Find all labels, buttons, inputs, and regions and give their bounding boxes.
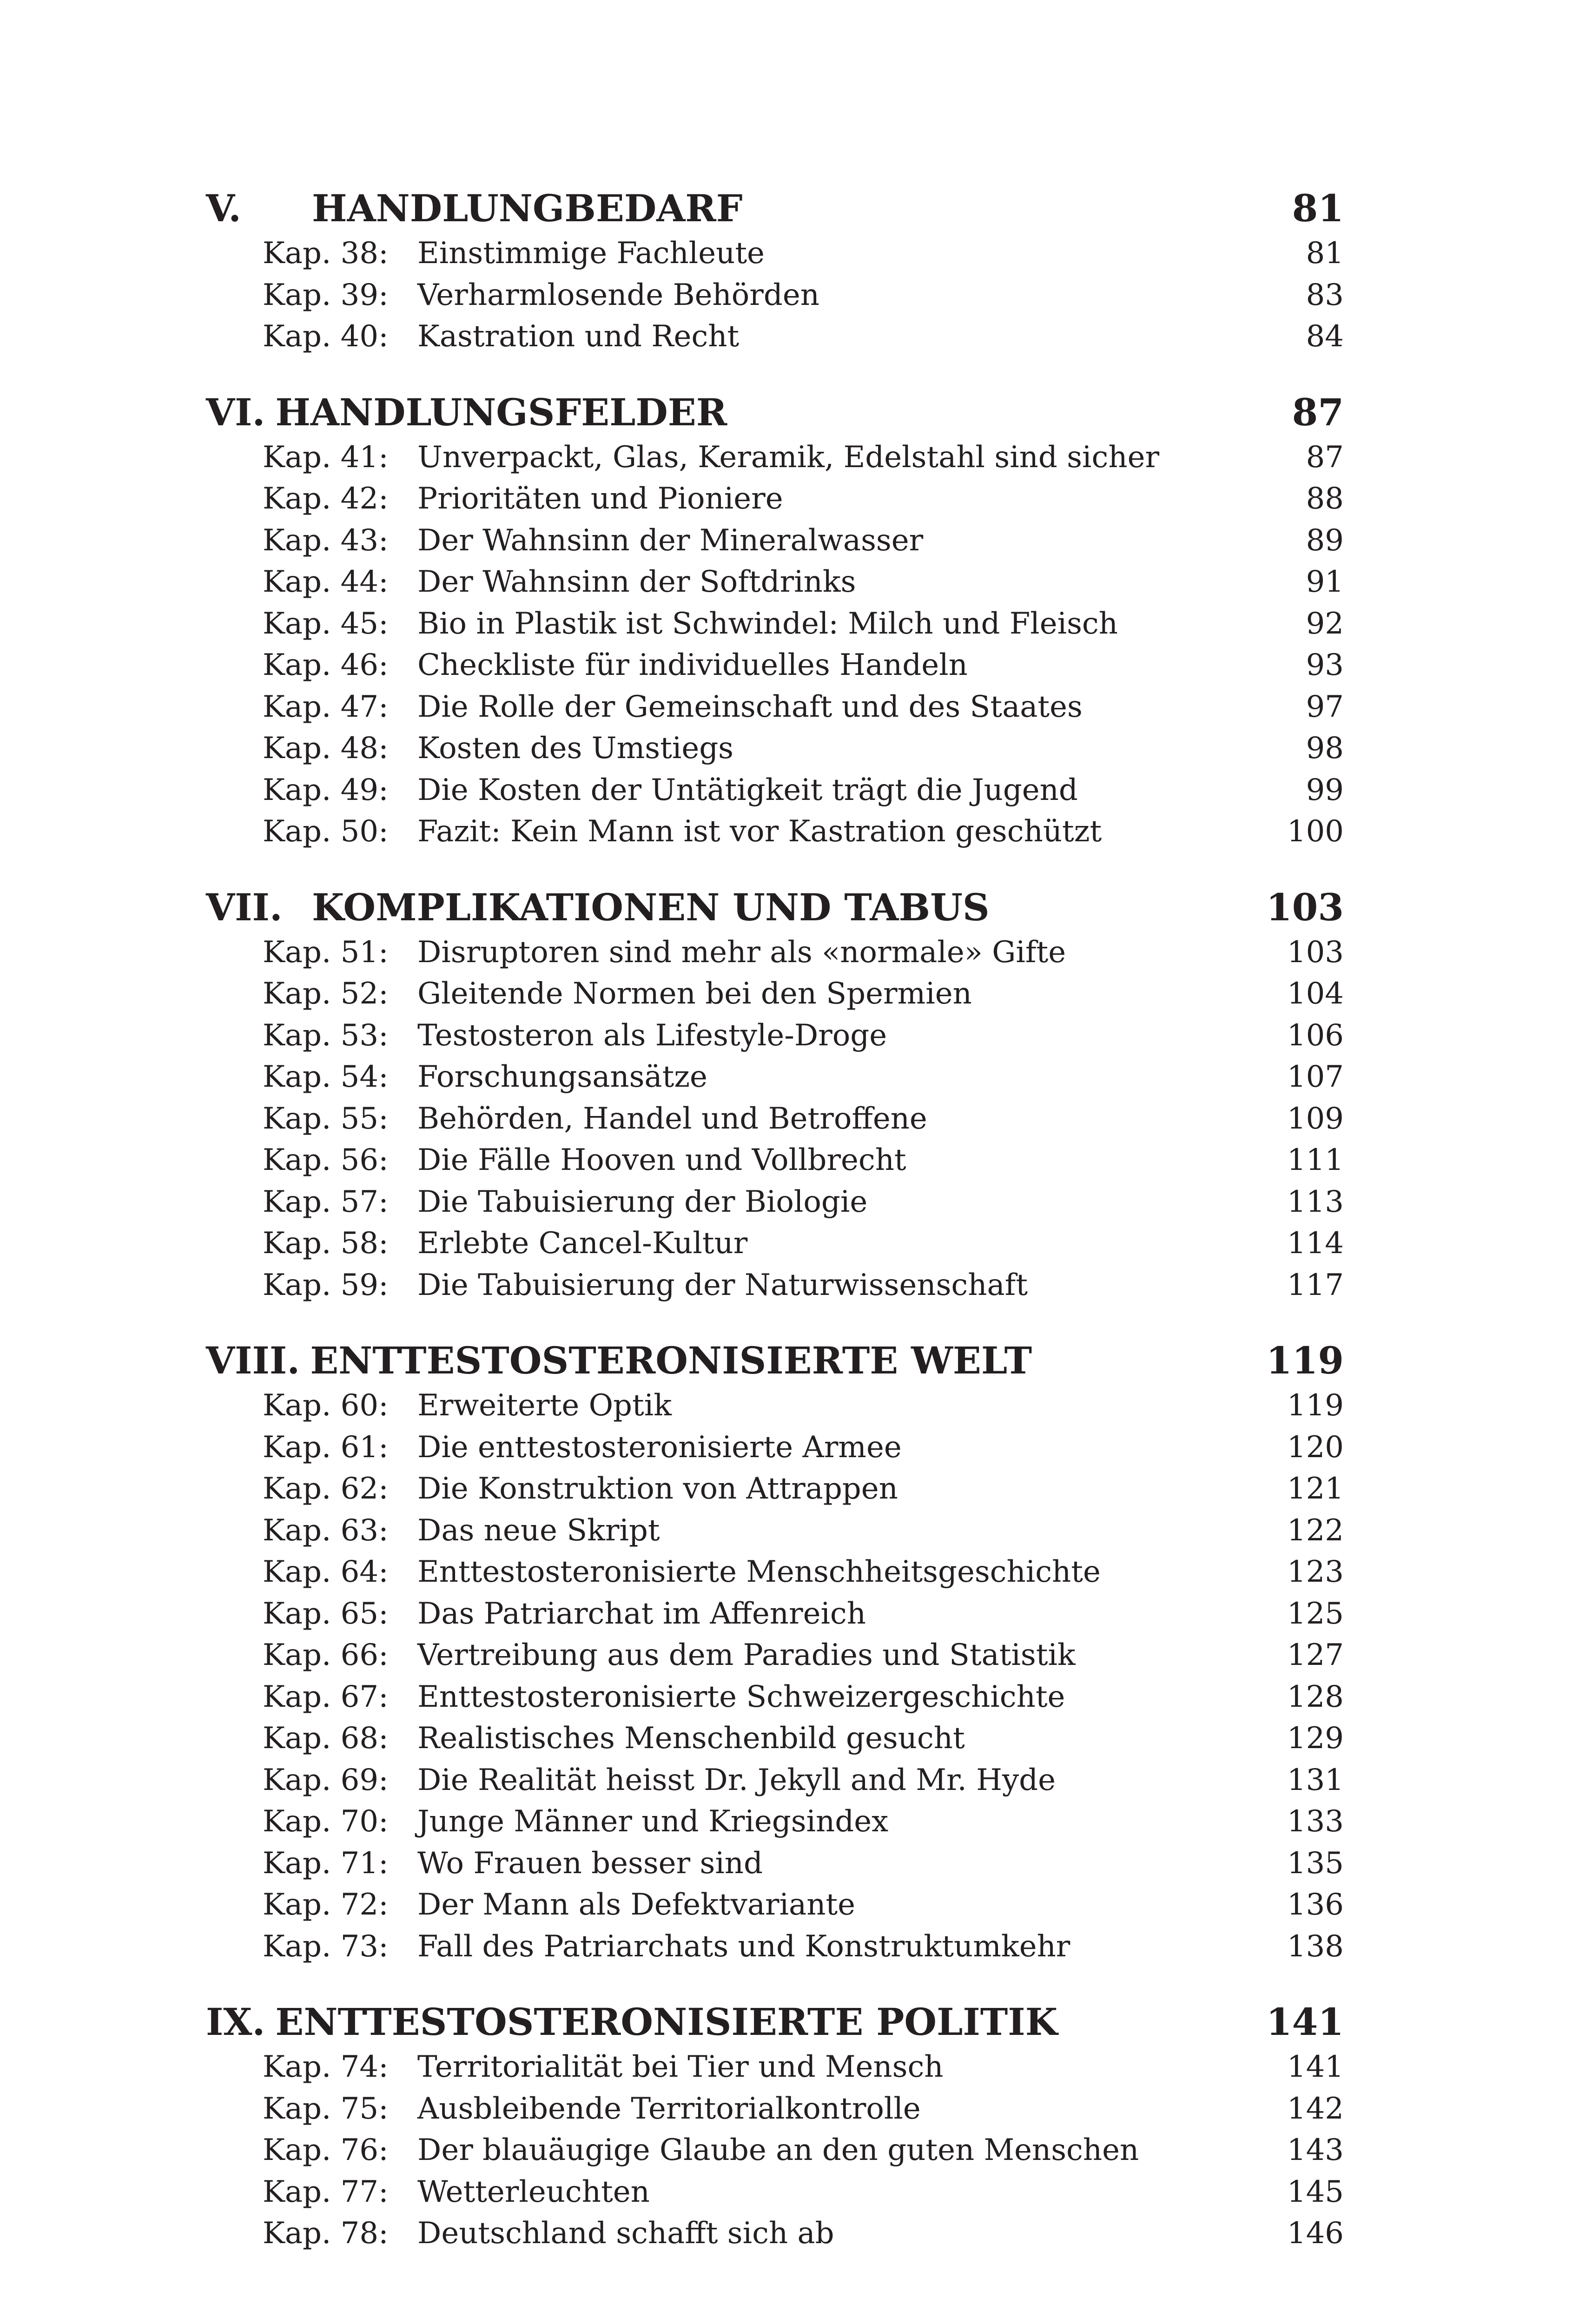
chapter-label: Kap. 58: [263,1226,389,1261]
chapter-page-number: 123 [1287,1555,1344,1589]
chapter-page-number: 128 [1287,1679,1344,1714]
chapter-entry[interactable] [206,811,1359,853]
chapter-label: Kap. 74: [263,2050,389,2084]
chapter-label: Kap. 64: [263,1555,389,1589]
chapter-label: Kap. 42: [263,482,389,516]
chapter-page-number: 89 [1306,523,1344,558]
chapter-page-number: 136 [1287,1888,1344,1922]
chapter-title: Fazit: Kein Mann ist vor Kastration geschützt [417,814,1102,849]
toc-section [206,388,1359,853]
chapter-title: Bio in Plastik ist Schwindel: Milch und Fleisch [417,606,1118,641]
chapter-entry[interactable] [206,932,1359,974]
chapter-title: Disruptoren sind mehr als «normale» Gifte [417,935,1066,970]
chapter-entry[interactable] [206,1801,1359,1843]
chapter-label: Kap. 77: [263,2174,389,2209]
chapter-entry[interactable] [206,1635,1359,1677]
chapter-title: Unverpackt, Glas, Keramik, Edelstahl sind sicher [417,440,1160,475]
chapter-label: Kap. 75: [263,2091,389,2126]
section-heading[interactable] [206,184,1359,233]
chapter-title: Der Wahnsinn der Softdrinks [417,565,856,599]
chapter-title: Vertreibung aus dem Paradies und Statistik [417,1638,1076,1672]
toc-section [206,883,1359,1307]
chapter-title: Testosteron als Lifestyle-Droge [417,1018,887,1053]
chapter-page-number: 145 [1287,2174,1344,2209]
chapter-page-number: 122 [1287,1513,1344,1548]
chapter-page-number: 143 [1287,2133,1344,2167]
chapter-page-number: 92 [1306,606,1344,641]
chapter-page-number: 98 [1306,731,1344,766]
chapter-title: Die Fälle Hooven und Vollbrecht [417,1143,906,1177]
chapter-title: Enttestosteronisierte Schweizergeschichte [417,1679,1065,1714]
chapter-label: Kap. 47: [263,689,389,724]
chapter-entry[interactable] [206,316,1359,358]
chapter-label: Kap. 54: [263,1060,389,1094]
chapter-title: Territorialität bei Tier und Mensch [417,2050,944,2084]
chapter-label: Kap. 63: [263,1513,389,1548]
chapter-label: Kap. 60: [263,1388,389,1423]
section-number: VI. [206,390,265,434]
chapter-page-number: 87 [1306,440,1344,475]
chapter-page-number: 88 [1306,482,1344,516]
chapter-entry[interactable] [206,1015,1359,1057]
section-number: IX. [206,2000,265,2044]
chapter-page-number: 142 [1287,2091,1344,2126]
chapter-page-number: 111 [1287,1143,1344,1177]
chapter-title: Wetterleuchten [417,2174,650,2209]
chapter-entry[interactable] [206,2088,1359,2130]
chapter-entry[interactable] [206,770,1359,812]
section-number: V. [206,186,241,230]
chapter-page-number: 117 [1287,1268,1344,1302]
chapter-page-number: 113 [1287,1184,1344,1219]
chapter-title: Realistisches Menschenbild gesucht [417,1721,965,1756]
chapter-entry[interactable] [206,1884,1359,1926]
section-page-number: 141 [1266,2000,1344,2044]
chapter-entry[interactable] [206,437,1359,479]
chapter-list [206,932,1359,1307]
chapter-page-number: 114 [1287,1226,1344,1261]
chapter-page-number: 109 [1287,1101,1344,1136]
chapter-entry[interactable] [206,1098,1359,1140]
chapter-label: Kap. 70: [263,1804,389,1839]
chapter-label: Kap. 76: [263,2133,389,2167]
chapter-label: Kap. 69: [263,1763,389,1797]
chapter-page-number: 104 [1287,977,1344,1011]
chapter-page-number: 133 [1287,1804,1344,1839]
chapter-title: Der Mann als Defektvariante [417,1888,855,1922]
chapter-label: Kap. 48: [263,731,389,766]
chapter-title: Die Rolle der Gemeinschaft und des Staates [417,689,1083,724]
chapter-entry[interactable] [206,1552,1359,1593]
chapter-page-number: 100 [1287,814,1344,849]
chapter-label: Kap. 62: [263,1472,389,1506]
chapter-title: Die Tabuisierung der Biologie [417,1184,868,1219]
chapter-label: Kap. 66: [263,1638,389,1672]
chapter-title: Forschungsansätze [417,1060,707,1094]
chapter-label: Kap. 57: [263,1184,389,1219]
chapter-entry[interactable] [206,973,1359,1015]
chapter-page-number: 93 [1306,648,1344,682]
chapter-list [206,437,1359,853]
chapter-title: Die enttestosteronisierte Armee [417,1430,902,1465]
section-heading[interactable] [206,1336,1359,1385]
chapter-entry[interactable] [206,2213,1359,2255]
chapter-label: Kap. 40: [263,319,389,354]
chapter-entry[interactable] [206,1223,1359,1265]
chapter-title: Checkliste für individuelles Handeln [417,648,968,682]
chapter-page-number: 138 [1287,1929,1344,1964]
section-page-number: 87 [1292,390,1344,434]
chapter-label: Kap. 55: [263,1101,389,1136]
chapter-entry[interactable] [206,645,1359,687]
chapter-entry[interactable] [206,603,1359,645]
section-number: VIII. [206,1339,300,1382]
chapter-label: Kap. 43: [263,523,389,558]
chapter-title: Die Realität heisst Dr. Jekyll and Mr. Hyde [417,1763,1056,1797]
chapter-page-number: 97 [1306,689,1344,724]
chapter-title: Erweiterte Optik [417,1388,672,1423]
chapter-label: Kap. 49: [263,772,389,807]
chapter-entry[interactable] [206,1265,1359,1307]
chapter-title: Die Kosten der Untätigkeit trägt die Jugend [417,772,1078,807]
chapter-entry[interactable] [206,1926,1359,1968]
chapter-page-number: 91 [1306,565,1344,599]
chapter-label: Kap. 51: [263,935,389,970]
chapter-entry[interactable] [206,1140,1359,1182]
chapter-label: Kap. 45: [263,606,389,641]
chapter-label: Kap. 72: [263,1888,389,1922]
chapter-title: Erlebte Cancel-Kultur [417,1226,748,1261]
chapter-page-number: 83 [1306,277,1344,312]
chapter-entry[interactable] [206,1385,1359,1427]
chapter-label: Kap. 68: [263,1721,389,1756]
chapter-title: Die Tabuisierung der Naturwissenschaft [417,1268,1028,1302]
chapter-entry[interactable] [206,1843,1359,1885]
chapter-entry[interactable] [206,728,1359,770]
section-page-number: 119 [1266,1339,1344,1382]
chapter-entry[interactable] [206,478,1359,520]
chapter-page-number: 84 [1306,319,1344,354]
chapter-page-number: 141 [1287,2050,1344,2084]
chapter-title: Das Patriarchat im Affenreich [417,1596,866,1631]
chapter-label: Kap. 65: [263,1596,389,1631]
chapter-title: Behörden, Handel und Betroffene [417,1101,927,1136]
chapter-title: Verharmlosende Behörden [417,277,819,312]
chapter-label: Kap. 44: [263,565,389,599]
chapter-title: Der blauäugige Glaube an den guten Menschen [417,2133,1139,2167]
chapter-title: Kastration und Recht [417,319,740,354]
chapter-title: Prioritäten und Pioniere [417,482,783,516]
section-title: ENTTESTOSTERONISIERTE POLITIK [275,2000,1058,2044]
chapter-title: Das neue Skript [417,1513,660,1548]
chapter-page-number: 106 [1287,1018,1344,1053]
chapter-entry[interactable] [206,2172,1359,2213]
chapter-list [206,2047,1359,2255]
section-heading[interactable] [206,883,1359,932]
chapter-label: Kap. 50: [263,814,389,849]
section-title: HANDLUNGBEDARF [312,186,743,230]
chapter-label: Kap. 38: [263,236,389,271]
chapter-label: Kap. 78: [263,2216,389,2251]
chapter-title: Wo Frauen besser sind [417,1846,763,1881]
chapter-title: Der Wahnsinn der Mineralwasser [417,523,924,558]
toc-section [206,1997,1359,2255]
chapter-entry[interactable] [206,520,1359,562]
chapter-page-number: 81 [1306,236,1344,271]
chapter-title: Gleitende Normen bei den Spermien [417,977,972,1011]
chapter-list [206,1385,1359,1967]
section-title: KOMPLIKATIONEN UND TABUS [312,885,990,929]
section-number: VII. [206,885,283,929]
chapter-page-number: 125 [1287,1596,1344,1631]
chapter-list [206,233,1359,358]
table-of-contents [206,184,1359,2284]
chapter-entry[interactable] [206,1510,1359,1552]
chapter-title: Die Konstruktion von Attrappen [417,1472,898,1506]
chapter-entry[interactable] [206,1718,1359,1760]
chapter-entry[interactable] [206,1427,1359,1469]
chapter-label: Kap. 52: [263,977,389,1011]
chapter-page-number: 135 [1287,1846,1344,1881]
chapter-page-number: 121 [1287,1472,1344,1506]
chapter-entry[interactable] [206,233,1359,275]
chapter-label: Kap. 61: [263,1430,389,1465]
chapter-page-number: 129 [1287,1721,1344,1756]
section-page-number: 81 [1292,186,1344,230]
section-heading[interactable] [206,388,1359,437]
toc-section [206,184,1359,358]
chapter-label: Kap. 53: [263,1018,389,1053]
chapter-entry[interactable] [206,1677,1359,1718]
section-heading[interactable] [206,1997,1359,2047]
chapter-entry[interactable] [206,1760,1359,1802]
chapter-label: Kap. 71: [263,1846,389,1881]
chapter-title: Junge Männer und Kriegsindex [417,1804,889,1839]
chapter-entry[interactable] [206,1593,1359,1635]
chapter-page-number: 131 [1287,1763,1344,1797]
chapter-entry[interactable] [206,275,1359,317]
chapter-entry[interactable] [206,561,1359,603]
section-title: HANDLUNGSFELDER [275,390,727,434]
chapter-page-number: 146 [1287,2216,1344,2251]
chapter-title: Einstimmige Fachleute [417,236,765,271]
chapter-label: Kap. 67: [263,1679,389,1714]
chapter-page-number: 99 [1306,772,1344,807]
chapter-label: Kap. 73: [263,1929,389,1964]
chapter-page-number: 120 [1287,1430,1344,1465]
chapter-page-number: 127 [1287,1638,1344,1672]
chapter-entry[interactable] [206,687,1359,728]
chapter-title: Deutschland schafft sich ab [417,2216,834,2251]
chapter-title: Enttestosteronisierte Menschheitsgeschichte [417,1555,1101,1589]
section-page-number: 103 [1266,885,1344,929]
chapter-page-number: 107 [1287,1060,1344,1094]
chapter-title: Ausbleibende Territorialkontrolle [417,2091,921,2126]
chapter-title: Kosten des Umstiegs [417,731,733,766]
chapter-label: Kap. 46: [263,648,389,682]
section-title: ENTTESTOSTERONISIERTE WELT [310,1339,1032,1382]
chapter-entry[interactable] [206,2130,1359,2172]
chapter-entry[interactable] [206,1182,1359,1223]
chapter-label: Kap. 41: [263,440,389,475]
chapter-page-number: 103 [1287,935,1344,970]
chapter-title: Fall des Patriarchats und Konstruktumkehr [417,1929,1070,1964]
chapter-label: Kap. 39: [263,277,389,312]
chapter-entry[interactable] [206,2047,1359,2088]
chapter-label: Kap. 59: [263,1268,389,1302]
chapter-entry[interactable] [206,1056,1359,1098]
toc-section [206,1336,1359,1967]
chapter-entry[interactable] [206,1468,1359,1510]
chapter-page-number: 119 [1287,1388,1344,1423]
chapter-label: Kap. 56: [263,1143,389,1177]
